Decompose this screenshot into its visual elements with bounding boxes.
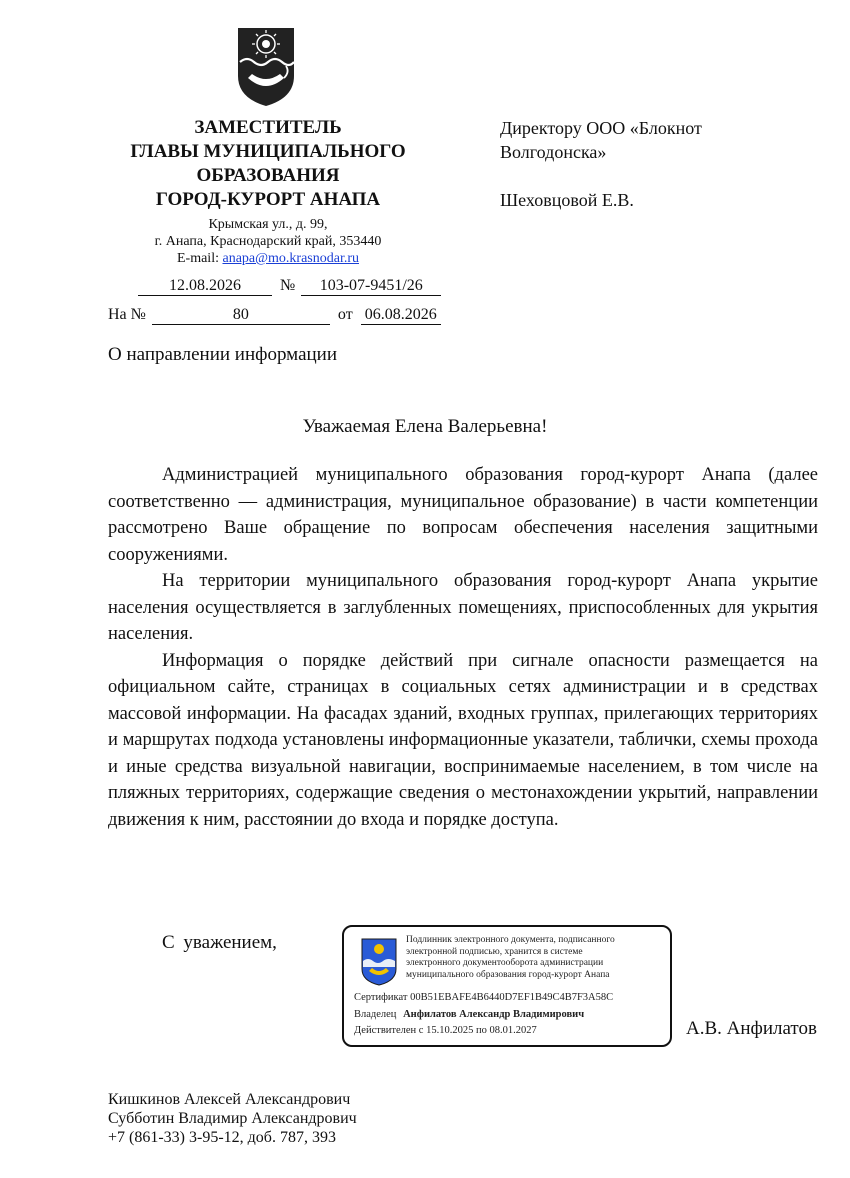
email-link[interactable]: anapa@mo.krasnodar.ru — [222, 251, 359, 266]
body-paragraph: Администрацией муниципального образования город-курорт Анапа (далее соответственно — администрация, муниципальное образование) в части компетенции рассмотрено Ваше обращение по вопросам обеспечения населения защитными сооружениями. — [108, 465, 818, 565]
recipient-block — [500, 116, 800, 212]
electronic-signature-stamp — [342, 925, 672, 1047]
email-label: E-mail: — [176, 251, 219, 266]
sender-title-line: ГЛАВЫ МУНИЦИПАЛЬНОГО — [130, 141, 406, 162]
certificate-value: 00B51EBAFE4B6440D7EF1B49C4B7F3A58C — [410, 992, 614, 1003]
contact-phone: +7 (861-33) 3-95-12, доб. 787, 393 — [108, 1129, 336, 1146]
address-city: г. Анапа, Краснодарский край, 353440 — [154, 234, 382, 249]
owner-label: Владелец — [354, 1009, 397, 1020]
address-street: Крымская ул., д. 99, — [208, 217, 328, 232]
stamp-header-line: электронной подписью, хранится в системе — [406, 946, 583, 957]
stamp-owner-row — [354, 1009, 584, 1020]
stamp-emblem-icon — [360, 937, 398, 987]
sender-title-line: ЗАМЕСТИТЕЛЬ — [194, 117, 342, 138]
reference-label: На № — [108, 306, 146, 323]
stamp-validity-row — [354, 1025, 537, 1036]
stamp-header — [406, 935, 660, 981]
address-email-row — [92, 250, 444, 267]
contact-line: Кишкинов Алексей Александрович — [108, 1091, 351, 1108]
number-label: № — [280, 277, 296, 294]
sender-title — [92, 116, 444, 212]
letter-greeting: Уважаемая Елена Валерьевна! — [302, 416, 548, 437]
executor-contacts — [108, 1090, 357, 1147]
reference-number: 80 — [152, 305, 330, 325]
contact-line: Субботин Владимир Александрович — [108, 1110, 357, 1127]
coat-of-arms-emblem — [234, 22, 298, 108]
reference-row — [108, 305, 441, 325]
stamp-certificate-row — [354, 992, 613, 1003]
certificate-label: Сертификат — [354, 992, 408, 1003]
body-paragraph: Информация о порядке действий при сигнале опасности размещается на официальном сайте, страницах в социальных сетях администрации и в средствах массовой информации. На фасадах зданий, входных группах, прилегающих территориях и маршрутах подхода установлены информационные указатели, таблички, схемы прохода и иные средства визуальной навигации, воспринимаемые населением, в том числе на пляжных территориях, содержащие сведения о местонахождении укрытий, направлении движения к ним, расстоянии до входа и порядке доступа. — [108, 650, 818, 830]
recipient-line: Директору ООО «Блокнот — [500, 118, 702, 138]
reference-from-label: от — [337, 306, 353, 323]
reference-date: 06.08.2026 — [361, 305, 441, 325]
sender-header — [92, 116, 444, 267]
validity-from: 15.10.2025 — [426, 1025, 474, 1036]
validity-label: Действителен с — [354, 1025, 424, 1036]
sender-title-line: ОБРАЗОВАНИЯ — [196, 165, 340, 186]
recipient-line: Волгодонска» — [500, 142, 607, 162]
document-date-number-row — [138, 276, 441, 296]
document-date: 12.08.2026 — [138, 276, 272, 296]
stamp-header-line: электронного документооборота администрации — [406, 958, 604, 968]
document-number: 103-07-9451/26 — [301, 276, 441, 296]
validity-to-label: по — [475, 1025, 487, 1036]
stamp-header-line: муниципального образования город-курорт Анапа — [406, 969, 610, 980]
letter-subject: О направлении информации — [108, 344, 338, 365]
owner-value: Анфилатов Александр Владимирович — [403, 1009, 585, 1020]
stamp-header-line: Подлинник электронного документа, подписанного — [406, 935, 615, 945]
sender-title-line: ГОРОД-КУРОРТ АНАПА — [155, 189, 381, 210]
recipient-name: Шеховцовой Е.В. — [500, 190, 634, 210]
validity-to: 08.01.2027 — [489, 1025, 537, 1036]
signer-name: А.В. Анфилатов — [686, 1018, 817, 1039]
closing-regards: С уважением, — [162, 932, 277, 953]
body-paragraph: На территории муниципального образования город-курорт Анапа укрытие населения осуществляется в заглубленных помещениях, приспособленных для укрытия населения. — [108, 571, 818, 644]
letter-body — [108, 462, 818, 833]
sender-address — [92, 216, 444, 267]
